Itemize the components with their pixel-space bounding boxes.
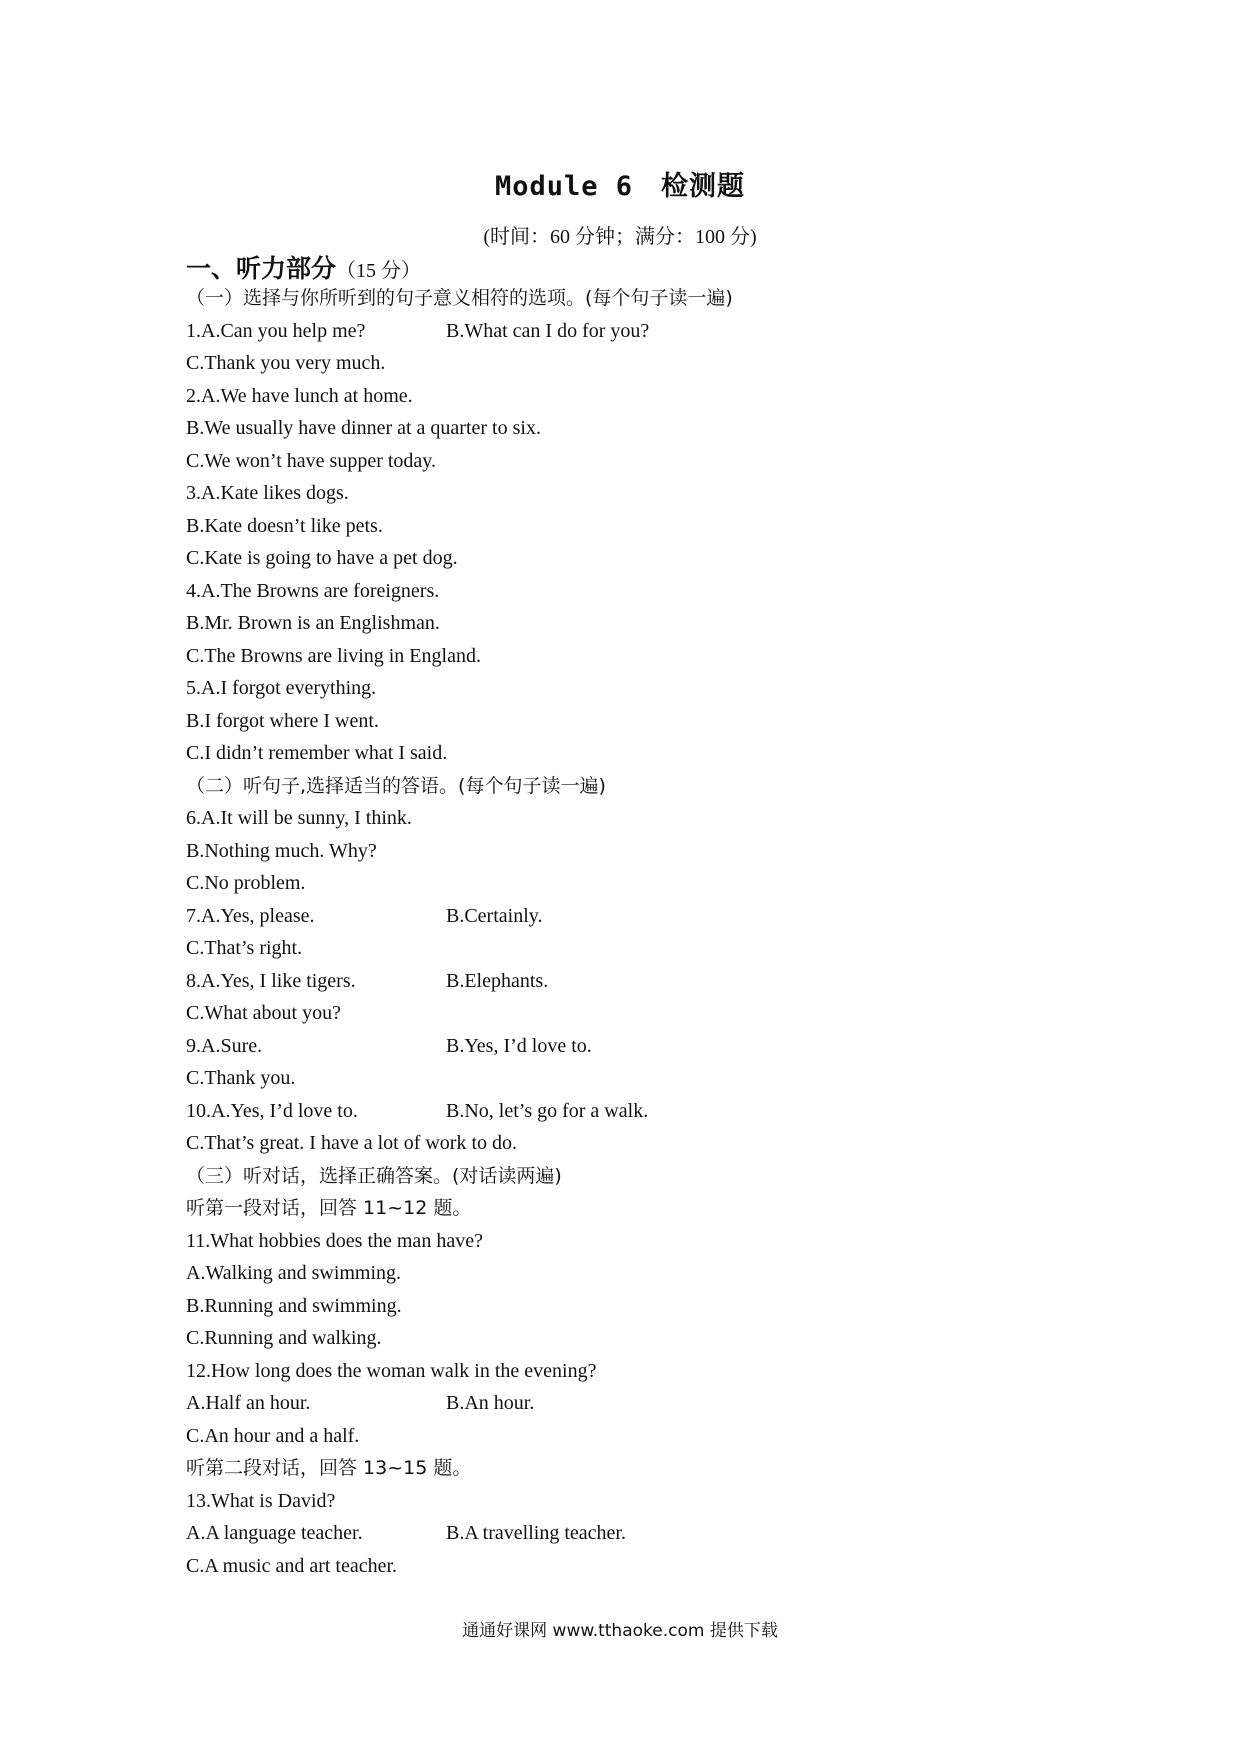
line-text: C.The Browns are living in England.	[186, 644, 481, 667]
line-text: C.Running and walking.	[186, 1327, 382, 1349]
question-line	[186, 737, 1086, 770]
line-text: 7.A.Yes, please.	[186, 904, 315, 927]
exam-info: (时间：60 分钟；满分：100 分)	[483, 226, 757, 248]
line-text: C.No problem.	[186, 872, 306, 894]
line-text: C.That’s great. I have a lot of work to do.	[186, 1132, 518, 1154]
section-points: （15 分）	[336, 260, 422, 282]
question-line	[186, 835, 1086, 868]
question-line	[186, 1550, 1086, 1583]
line-text: C.I didn’t remember what I said.	[186, 742, 448, 764]
line-text: 11.What hobbies does the man have?	[186, 1229, 483, 1252]
line-text: 9.A.Sure.	[186, 1034, 263, 1057]
subsection-instruction	[186, 282, 1086, 315]
section-heading	[186, 249, 421, 285]
line-text: C.What about you?	[186, 1002, 341, 1024]
question-line	[186, 932, 1086, 965]
line-text: B.We usually have dinner at a quarter to six.	[186, 417, 541, 439]
question-line	[186, 900, 1086, 933]
line-text: B.I forgot where I went.	[186, 709, 379, 732]
question-line	[186, 1062, 1086, 1095]
question-line	[186, 1322, 1086, 1355]
option-b: B.Certainly.	[446, 904, 543, 927]
question-line	[186, 1127, 1086, 1160]
question-line	[186, 542, 1086, 575]
question-line	[186, 867, 1086, 900]
question-line	[186, 1420, 1086, 1453]
question-line	[186, 1387, 1086, 1420]
question-line	[186, 607, 1086, 640]
page-title: Module 6 检测题	[494, 171, 746, 202]
option-b: B.Elephants.	[446, 969, 549, 992]
question-line	[186, 1517, 1086, 1550]
question-line	[186, 380, 1086, 413]
line-text: 听第二段对话，回答 13~15 题。	[186, 1457, 472, 1479]
question-line	[186, 1225, 1086, 1258]
line-text: C.Thank you very much.	[186, 352, 386, 374]
option-b: B.No, let’s go for a walk.	[446, 1099, 649, 1122]
line-text: 8.A.Yes, I like tigers.	[186, 969, 356, 992]
line-text: A.Half an hour.	[186, 1392, 311, 1414]
line-text: （二）听句子,选择适当的答语。(每个句子读一遍)	[186, 774, 606, 797]
line-text: 1.A.Can you help me?	[186, 319, 366, 342]
question-line	[186, 315, 1086, 348]
question-line	[186, 1257, 1086, 1290]
option-b: B.An hour.	[446, 1392, 535, 1414]
question-list	[186, 282, 1086, 1582]
question-line	[186, 965, 1086, 998]
line-text: A.A language teacher.	[186, 1522, 363, 1544]
question-line	[186, 445, 1086, 478]
line-text: 13.What is David?	[186, 1489, 336, 1512]
line-text: （三）听对话，选择正确答案。(对话读两遍)	[186, 1164, 562, 1187]
line-text: C.A music and art teacher.	[186, 1554, 398, 1577]
question-line	[186, 510, 1086, 543]
question-line	[186, 802, 1086, 835]
question-line	[186, 1095, 1086, 1128]
question-line	[186, 1030, 1086, 1063]
section-heading-label: 一、听力部分	[186, 254, 337, 283]
line-text: 5.A.I forgot everything.	[186, 677, 377, 699]
line-text: 3.A.Kate likes dogs.	[186, 482, 349, 504]
question-line	[186, 575, 1086, 608]
line-text: 6.A.It will be sunny, I think.	[186, 807, 412, 829]
question-line	[186, 347, 1086, 380]
question-line	[186, 705, 1086, 738]
line-text: （一）选择与你所听到的句子意义相符的选项。(每个句子读一遍)	[186, 287, 733, 309]
line-text: B.Nothing much. Why?	[186, 839, 377, 862]
subsection-instruction	[186, 1192, 1086, 1225]
question-line	[186, 412, 1086, 445]
question-line	[186, 640, 1086, 673]
question-line	[186, 1290, 1086, 1323]
line-text: C.We won’t have supper today.	[186, 449, 436, 472]
question-line	[186, 997, 1086, 1030]
subsection-instruction	[186, 770, 1086, 803]
question-line	[186, 477, 1086, 510]
line-text: 10.A.Yes, I’d love to.	[186, 1099, 358, 1122]
line-text: 12.How long does the woman walk in the evening?	[186, 1359, 597, 1382]
line-text: 2.A.We have lunch at home.	[186, 384, 413, 407]
line-text: C.Kate is going to have a pet dog.	[186, 547, 458, 569]
line-text: C.An hour and a half.	[186, 1424, 360, 1447]
subsection-instruction	[186, 1160, 1086, 1193]
footer-watermark: 通通好课网 www.tthaoke.com 提供下载	[462, 1621, 778, 1641]
option-b: B.Yes, I’d love to.	[446, 1034, 592, 1057]
line-text: 听第一段对话，回答 11~12 题。	[186, 1197, 472, 1219]
question-line	[186, 1355, 1086, 1388]
option-b: B.A travelling teacher.	[446, 1522, 626, 1544]
option-b: B.What can I do for you?	[446, 319, 650, 342]
line-text: C.That’s right.	[186, 937, 303, 959]
subsection-instruction	[186, 1452, 1086, 1485]
line-text: C.Thank you.	[186, 1067, 296, 1089]
line-text: B.Kate doesn’t like pets.	[186, 514, 383, 537]
question-line	[186, 1485, 1086, 1518]
question-line	[186, 672, 1086, 705]
line-text: B.Running and swimming.	[186, 1294, 402, 1317]
line-text: B.Mr. Brown is an Englishman.	[186, 612, 440, 634]
line-text: A.Walking and swimming.	[186, 1262, 402, 1284]
line-text: 4.A.The Browns are foreigners.	[186, 579, 440, 602]
